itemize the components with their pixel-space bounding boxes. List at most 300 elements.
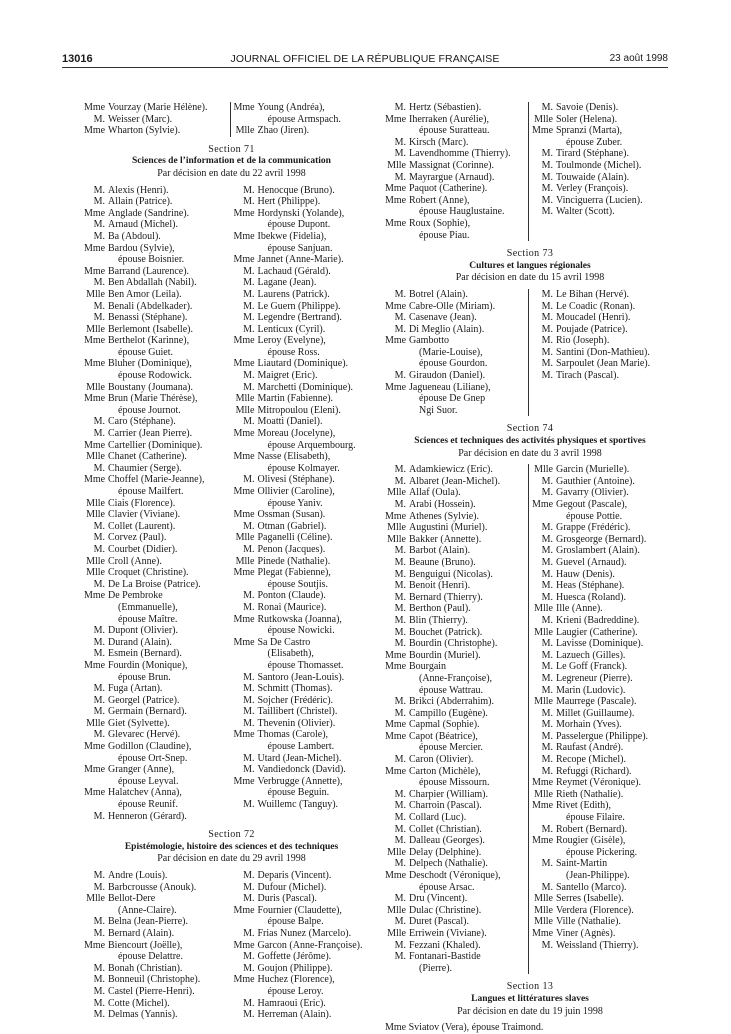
person-name: Arabi (Hossein). bbox=[409, 499, 476, 510]
civil-title: M. bbox=[541, 370, 553, 382]
list-item bbox=[385, 160, 528, 172]
person-name: Millet (Guillaume). bbox=[556, 707, 635, 719]
column-divider bbox=[528, 289, 529, 417]
list-item bbox=[532, 882, 675, 894]
person-name: Savoie (Denis). bbox=[556, 102, 619, 113]
civil-title: M. bbox=[541, 881, 553, 893]
list-column-left bbox=[385, 464, 528, 974]
civil-title: Mme bbox=[532, 800, 554, 812]
list-item bbox=[234, 416, 380, 428]
civil-title: M. bbox=[394, 638, 406, 650]
person-name: Rivet (Edith), bbox=[556, 800, 611, 812]
civil-title: Mme bbox=[233, 974, 255, 986]
name-continuation: épouse Kolmayer. bbox=[267, 462, 340, 474]
list-item bbox=[84, 451, 230, 463]
list-item bbox=[532, 800, 675, 812]
civil-title: M. bbox=[243, 381, 255, 393]
person-name: Barrand (Laurence). bbox=[108, 265, 190, 277]
civil-title: Mme bbox=[233, 358, 255, 370]
person-name: Sarpoulet (Jean Marie). bbox=[556, 358, 651, 370]
name-continuation: (Elisabeth), bbox=[267, 648, 314, 660]
list-item bbox=[385, 312, 528, 324]
civil-title: Mme bbox=[84, 764, 106, 776]
civil-title: M. bbox=[541, 545, 553, 557]
column-divider bbox=[528, 102, 529, 241]
civil-title: M. bbox=[93, 462, 105, 474]
person-name: Sa De Castro bbox=[257, 636, 311, 648]
list-item bbox=[385, 615, 528, 627]
list-item bbox=[385, 476, 528, 488]
list-item bbox=[234, 428, 380, 440]
civil-title: Mme bbox=[233, 230, 255, 242]
person-name: Caro (Stéphane). bbox=[108, 416, 176, 428]
person-name: Dalleau (Georges). bbox=[409, 835, 485, 847]
list-item bbox=[385, 137, 528, 149]
section-decision: Par décision en date du 29 avril 1998 bbox=[157, 853, 306, 865]
section-decision: Par décision en date du 3 avril 1998 bbox=[458, 447, 602, 459]
person-name: Croll (Anne). bbox=[108, 555, 162, 567]
person-name: Campillo (Eugène). bbox=[409, 707, 488, 719]
list-block bbox=[84, 102, 379, 137]
civil-title: M. bbox=[541, 765, 553, 777]
civil-title: M. bbox=[243, 601, 255, 613]
list-item bbox=[234, 405, 380, 417]
person-name: Ronai (Maurice). bbox=[257, 601, 327, 613]
list-item bbox=[234, 254, 380, 266]
civil-title: M. bbox=[541, 661, 553, 673]
person-name: Henneron (Gérard). bbox=[108, 810, 187, 822]
civil-title: Mlle bbox=[534, 464, 553, 476]
civil-title: Mlle bbox=[86, 717, 105, 729]
list-item bbox=[84, 974, 230, 986]
civil-title: M. bbox=[394, 475, 406, 487]
list-item bbox=[234, 208, 380, 220]
civil-title: Mlle bbox=[534, 603, 553, 615]
person-name: Garcin (Murielle). bbox=[556, 464, 630, 476]
civil-title: M. bbox=[93, 648, 105, 660]
civil-title: M. bbox=[93, 962, 105, 974]
civil-title: M. bbox=[394, 102, 406, 113]
list-item bbox=[385, 534, 528, 546]
list-item bbox=[84, 463, 230, 475]
list-item bbox=[532, 685, 675, 697]
person-name: Ossman (Susan). bbox=[257, 509, 326, 521]
person-name: Passelergue (Philippe). bbox=[556, 730, 649, 742]
name-continuation: épouse Arsac. bbox=[419, 881, 475, 893]
list-item bbox=[84, 498, 230, 510]
person-name: Soler (Helena). bbox=[556, 113, 618, 125]
list-item bbox=[532, 102, 675, 114]
person-name: Moatti (Daniel). bbox=[257, 416, 323, 428]
name-continuation: épouse Pottie. bbox=[566, 510, 623, 522]
list-item bbox=[84, 196, 230, 208]
list-item bbox=[532, 206, 675, 218]
person-name: Toulmonde (Michel). bbox=[556, 159, 642, 171]
list-item bbox=[84, 312, 230, 324]
person-name: Fuga (Artan). bbox=[108, 683, 163, 695]
name-continuation: épouse Zuber. bbox=[566, 136, 623, 148]
list-item bbox=[84, 764, 230, 776]
civil-title: Mlle bbox=[387, 927, 406, 939]
civil-title: M. bbox=[394, 823, 406, 835]
civil-title: M. bbox=[541, 858, 553, 870]
civil-title: Mme bbox=[532, 927, 554, 939]
civil-title: M. bbox=[243, 323, 255, 335]
civil-title: M. bbox=[93, 532, 105, 544]
person-name: Boustany (Joumana). bbox=[108, 381, 193, 393]
civil-title: M. bbox=[394, 939, 406, 951]
person-name: Benassi (Stéphane). bbox=[108, 312, 188, 324]
person-name: Berthon (Paul). bbox=[409, 603, 471, 615]
list-item bbox=[234, 637, 380, 649]
list-item bbox=[532, 476, 675, 488]
list-item bbox=[385, 661, 528, 673]
civil-title: M. bbox=[394, 835, 406, 847]
person-name: Nasse (Elisabeth), bbox=[257, 451, 331, 463]
person-name: Clavier (Viviane). bbox=[108, 509, 181, 521]
civil-title: M. bbox=[541, 300, 553, 312]
person-name: Ponton (Claude). bbox=[257, 590, 326, 602]
person-name: Caron (Olivier). bbox=[409, 754, 474, 766]
section-heading: Section 71 bbox=[208, 143, 255, 155]
list-item bbox=[84, 998, 230, 1010]
person-name: Deparis (Vincent). bbox=[257, 870, 332, 881]
list-item bbox=[84, 660, 230, 672]
person-name: Fournier (Claudette), bbox=[257, 904, 342, 916]
person-name: Hamraoui (Eric). bbox=[257, 997, 326, 1009]
list-item bbox=[84, 637, 230, 649]
civil-title: Mme bbox=[84, 659, 106, 671]
person-name: Hauw (Denis). bbox=[556, 568, 615, 580]
section-heading: Section 74 bbox=[506, 423, 554, 435]
person-name: Beaune (Bruno). bbox=[409, 556, 476, 568]
person-name: Bourdin (Muriel). bbox=[409, 649, 481, 661]
person-name: Sojcher (Frédéric). bbox=[257, 694, 334, 706]
civil-title: M. bbox=[243, 881, 255, 893]
list-item bbox=[532, 615, 675, 627]
civil-title: M. bbox=[394, 893, 406, 905]
civil-title: M. bbox=[394, 707, 406, 719]
list-item bbox=[234, 266, 380, 278]
list-item bbox=[532, 928, 675, 940]
civil-title: M. bbox=[243, 870, 255, 881]
civil-title: Mlle bbox=[534, 904, 553, 916]
list-item bbox=[234, 718, 380, 730]
person-name: Mayrargue (Arnaud). bbox=[409, 171, 495, 183]
civil-title: Mlle bbox=[86, 497, 105, 509]
civil-title: M. bbox=[541, 614, 553, 626]
person-name: Capot (Béatrice), bbox=[409, 730, 478, 742]
person-name: Refuggi (Richard). bbox=[556, 765, 632, 777]
civil-title: M. bbox=[93, 578, 105, 590]
person-name: Ibekwe (Fidelia), bbox=[257, 230, 327, 242]
civil-title: Mlle bbox=[86, 323, 105, 335]
civil-title: Mme bbox=[84, 207, 106, 219]
list-column-left bbox=[84, 185, 230, 823]
civil-title: Mme bbox=[233, 451, 255, 463]
civil-title: M. bbox=[541, 730, 553, 742]
civil-title: M. bbox=[93, 927, 105, 939]
list-column-right bbox=[532, 102, 675, 241]
list-item bbox=[385, 335, 528, 347]
list-item bbox=[385, 638, 528, 650]
person-name: Ciais (Florence). bbox=[108, 497, 176, 509]
civil-title: Mlle bbox=[387, 533, 406, 545]
list-item bbox=[84, 393, 230, 405]
civil-title: M. bbox=[541, 672, 553, 684]
list-item bbox=[532, 916, 675, 928]
list-item bbox=[532, 650, 675, 662]
person-name: Dufour (Michel). bbox=[257, 881, 327, 893]
person-name: Carrier (Jean Pierre). bbox=[108, 428, 193, 440]
person-name: Cartellier (Dominique). bbox=[108, 439, 203, 451]
civil-title: Mme bbox=[385, 649, 407, 661]
person-name: Chanet (Catherine). bbox=[108, 451, 187, 463]
civil-title: M. bbox=[394, 696, 406, 708]
list-item bbox=[532, 789, 675, 801]
person-name: Duris (Pascal). bbox=[257, 893, 317, 905]
person-name: Brun (Marie Thérèse), bbox=[108, 393, 198, 405]
list-item bbox=[234, 509, 380, 521]
list-item bbox=[532, 777, 675, 789]
person-name: Halatchev (Anna), bbox=[108, 787, 182, 799]
person-name: Delmas (Yannis). bbox=[108, 1009, 178, 1021]
list-item bbox=[234, 905, 380, 917]
civil-title: M. bbox=[93, 881, 105, 893]
name-continuation: épouse Ort-Snep. bbox=[118, 752, 188, 764]
list-item bbox=[385, 172, 528, 184]
civil-title: Mme bbox=[385, 765, 407, 777]
list-item bbox=[532, 580, 675, 592]
list-item bbox=[84, 579, 230, 591]
list-item bbox=[532, 301, 675, 313]
person-name: Granger (Anne), bbox=[108, 764, 175, 776]
person-name: Allaf (Oula). bbox=[409, 487, 461, 499]
civil-title: M. bbox=[243, 370, 255, 382]
person-name: Lagane (Jean). bbox=[257, 277, 317, 289]
list-item bbox=[234, 998, 380, 1010]
list-column-right bbox=[532, 464, 675, 974]
civil-title: M. bbox=[541, 206, 553, 218]
person-name: Raufast (André). bbox=[556, 742, 624, 754]
list-item bbox=[234, 567, 380, 579]
civil-title: M. bbox=[541, 742, 553, 754]
person-name: Benoit (Henri). bbox=[409, 580, 471, 592]
civil-title: Mme bbox=[233, 207, 255, 219]
civil-title: M. bbox=[541, 159, 553, 171]
civil-title: Mme bbox=[84, 242, 106, 254]
civil-title: M. bbox=[394, 754, 406, 766]
list-item bbox=[84, 208, 230, 220]
page-number: 13016 bbox=[62, 53, 93, 65]
section-title: Langues et littératures slaves bbox=[471, 993, 589, 1004]
list-item bbox=[84, 474, 230, 486]
civil-title: M. bbox=[541, 102, 553, 113]
person-name: Verbrugge (Annette), bbox=[257, 775, 343, 787]
name-continuation: épouse Hauglustaine. bbox=[419, 206, 505, 218]
list-item bbox=[234, 231, 380, 243]
list-item bbox=[532, 335, 675, 347]
list-item bbox=[532, 592, 675, 604]
civil-title: Mme bbox=[84, 358, 106, 370]
civil-title: M. bbox=[394, 812, 406, 824]
person-name: Mitropoulou (Eleni). bbox=[257, 404, 341, 416]
list-item bbox=[385, 289, 528, 301]
list-column-left bbox=[84, 870, 230, 1021]
civil-title: M. bbox=[541, 288, 553, 300]
page-header bbox=[62, 53, 668, 67]
civil-title: M. bbox=[243, 927, 255, 939]
list-item bbox=[385, 824, 528, 836]
civil-title: M. bbox=[394, 800, 406, 812]
section-title: Sciences de l’information et de la communication bbox=[132, 156, 331, 167]
civil-title: M. bbox=[93, 974, 105, 986]
name-continuation: épouse Sanjuan. bbox=[267, 242, 333, 254]
civil-title: Mlle bbox=[86, 567, 105, 579]
name-continuation: épouse Pickering. bbox=[566, 846, 638, 858]
list-item bbox=[385, 183, 528, 195]
list-item bbox=[532, 370, 675, 382]
person-name: Paquot (Catherine). bbox=[409, 183, 488, 195]
list-item bbox=[84, 695, 230, 707]
civil-title: Mme bbox=[233, 486, 255, 497]
list-item bbox=[532, 289, 675, 301]
civil-title: M. bbox=[394, 464, 406, 476]
list-item bbox=[234, 125, 380, 137]
civil-title: M. bbox=[243, 288, 255, 300]
section-heading: Section 13 bbox=[506, 981, 554, 993]
civil-title: M. bbox=[394, 614, 406, 626]
list-item bbox=[532, 148, 675, 160]
name-continuation: épouse De Gnep bbox=[419, 393, 486, 405]
list-item bbox=[234, 544, 380, 556]
civil-title: Mme bbox=[233, 636, 255, 648]
list-item bbox=[385, 696, 528, 708]
name-continuation: épouse Soutjis. bbox=[267, 578, 329, 590]
civil-title: Mme bbox=[233, 102, 255, 113]
civil-title: M. bbox=[93, 683, 105, 695]
person-name: Augustini (Muriel). bbox=[409, 522, 488, 534]
civil-title: M. bbox=[93, 706, 105, 718]
list-item bbox=[234, 614, 380, 626]
civil-title: Mme bbox=[233, 509, 255, 521]
person-name: Grosgeorge (Bernard). bbox=[556, 533, 647, 545]
list-item bbox=[532, 522, 675, 534]
list-item bbox=[84, 243, 230, 255]
civil-title: M. bbox=[394, 858, 406, 870]
person-name: Erriwein (Viviane). bbox=[409, 927, 487, 939]
journal-title: JOURNAL OFFICIEL DE LA RÉPUBLIQUE FRANÇAISE bbox=[230, 53, 500, 65]
section-heading: Section 73 bbox=[506, 248, 554, 260]
civil-title: M. bbox=[243, 474, 255, 486]
civil-title: Mlle bbox=[235, 532, 255, 544]
person-name: Ollivier (Caroline), bbox=[257, 486, 335, 497]
person-name: De La Broise (Patrice). bbox=[108, 578, 201, 590]
list-item bbox=[532, 766, 675, 778]
person-name: Poujade (Patrice). bbox=[556, 323, 628, 335]
list-item bbox=[84, 706, 230, 718]
civil-title: M. bbox=[93, 694, 105, 706]
civil-title: Mlle bbox=[86, 381, 105, 393]
person-name: Gegout (Pascale), bbox=[556, 499, 628, 510]
civil-title: Mme bbox=[233, 613, 255, 625]
name-continuation: épouse Reunif. bbox=[118, 799, 178, 811]
name-continuation: épouse Thomasset. bbox=[267, 659, 344, 671]
person-name: Santoro (Jean-Louis). bbox=[257, 671, 345, 683]
civil-title: M. bbox=[93, 312, 105, 324]
person-name: Viner (Agnès). bbox=[556, 927, 616, 939]
list-item bbox=[84, 324, 230, 336]
person-name: Adamkiewicz (Eric). bbox=[409, 464, 493, 476]
person-name: Thomas (Carole), bbox=[257, 729, 329, 741]
civil-title: Mlle bbox=[86, 288, 105, 300]
name-continuation: épouse Balpe. bbox=[267, 916, 324, 928]
name-continuation: (Marie-Louise), bbox=[419, 346, 483, 358]
civil-title: M. bbox=[541, 939, 553, 951]
person-name: Collet (Christian). bbox=[409, 823, 482, 835]
name-continuation: (Pierre). bbox=[419, 962, 453, 974]
person-name: Berthelot (Karinne), bbox=[108, 335, 190, 347]
list-item bbox=[385, 370, 528, 382]
list-item bbox=[385, 218, 528, 230]
person-name: Blin (Thierry). bbox=[409, 614, 468, 626]
civil-title: Mlle bbox=[387, 846, 406, 858]
person-name: Wharton (Sylvie). bbox=[108, 125, 181, 137]
list-item bbox=[234, 729, 380, 741]
publication-date: 23 août 1998 bbox=[609, 53, 668, 64]
person-name: Capmal (Sophie). bbox=[409, 719, 480, 731]
list-item bbox=[234, 799, 380, 811]
civil-title: M. bbox=[243, 300, 255, 312]
list-item bbox=[234, 963, 380, 975]
list-item bbox=[84, 986, 230, 998]
person-name: Bellot-Dere bbox=[108, 893, 156, 905]
person-name: Duret (Pascal). bbox=[409, 916, 469, 928]
list-item bbox=[385, 557, 528, 569]
person-name: Bouchet (Patrick). bbox=[409, 626, 483, 638]
list-item bbox=[84, 114, 230, 126]
list-item bbox=[385, 789, 528, 801]
civil-title: Mlle bbox=[534, 916, 553, 928]
name-continuation: Ngi Suor. bbox=[419, 404, 458, 416]
person-name: Fontanari-Bastide bbox=[409, 951, 481, 963]
list-item bbox=[532, 358, 675, 370]
civil-title: M. bbox=[541, 171, 553, 183]
list-item bbox=[385, 847, 528, 859]
list-item bbox=[532, 835, 675, 847]
person-name: Delay (Delphine). bbox=[409, 846, 482, 858]
civil-title: M. bbox=[93, 870, 105, 881]
civil-title: M. bbox=[541, 335, 553, 347]
list-item bbox=[385, 195, 528, 207]
list-item bbox=[385, 487, 528, 499]
civil-title: M. bbox=[93, 230, 105, 242]
list-item bbox=[234, 324, 380, 336]
list-item bbox=[84, 532, 230, 544]
civil-title: Mme bbox=[233, 428, 255, 440]
list-item bbox=[532, 893, 675, 905]
name-continuation: (Jean-Philippe). bbox=[566, 870, 630, 881]
list-column-right bbox=[234, 870, 380, 1021]
column-divider bbox=[528, 464, 529, 974]
person-name: Young (Andréa), bbox=[257, 102, 325, 113]
name-continuation: épouse Arquembourg. bbox=[267, 439, 356, 451]
list-item bbox=[385, 102, 528, 114]
person-name: Lachaud (Gérald). bbox=[257, 265, 331, 277]
civil-title: Mlle bbox=[534, 113, 553, 125]
list-item bbox=[532, 160, 675, 172]
civil-title: M. bbox=[243, 543, 255, 555]
